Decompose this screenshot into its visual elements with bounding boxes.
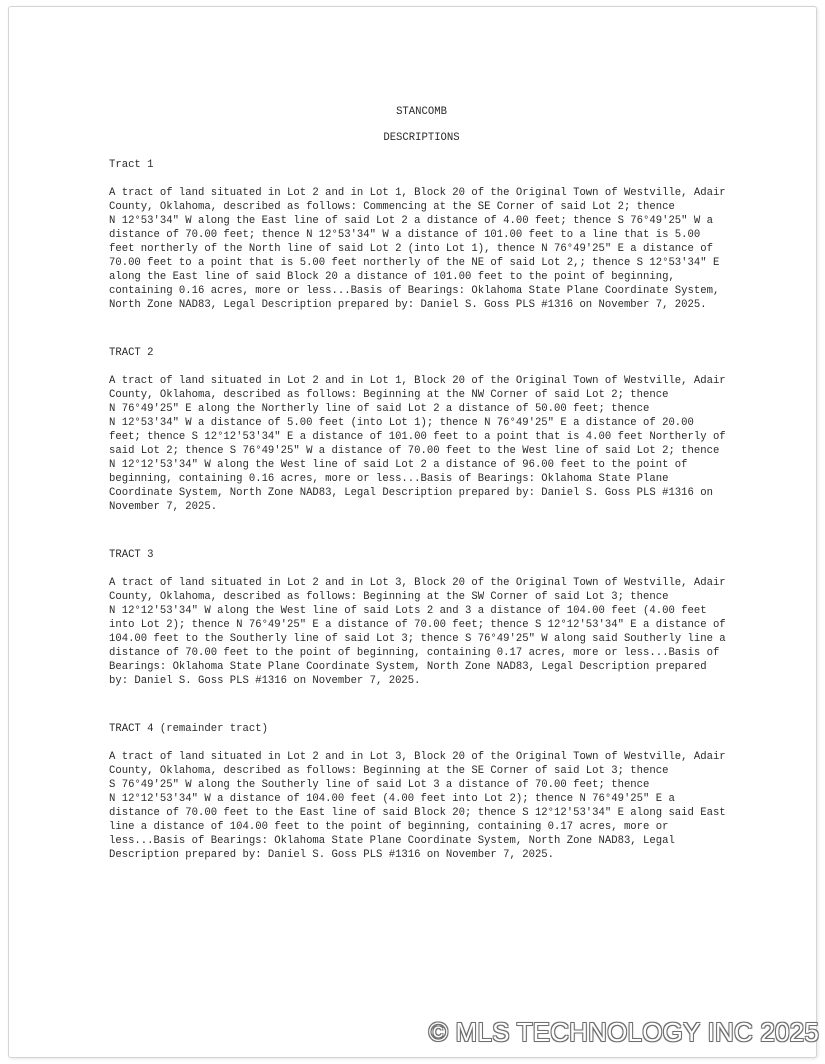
tract-section [109,158,734,312]
document-title: STANCOMB [396,106,447,118]
tract-section [109,548,734,688]
tract-heading: TRACT 3 [109,549,154,561]
copyright-watermark: © MLS TECHNOLOGY INC 2025 [428,1017,819,1047]
tract-description: A tract of land situated in Lot 2 and in Lot 1, Block 20 of the Original Town of Westville, Adair County, Oklahoma, described as follows: Commencing at the SE Corner of said Lot 2; thence N 12°53'34" W along the East line of said Lot 2 a distance of 4.00 feet; thence S 76°49'25" W a distance of 70.00 feet; thence N 12°53'34" W a distance of 101.00 feet to a line that is 5.00 feet northerly of the North line of said Lot 2 (into Lot 1), thence N 76°49'25" E a distance of 70.00 feet to a point that is 5.00 feet northerly of the NE of said Lot 2,; thence S 12°53'34" E along the East line of said Block 20 a distance of 101.00 feet to the point of beginning, containing 0.16 acres, more or less...Basis of Bearings: Oklahoma State Plane Coordinate System, North Zone NAD83, Legal Description prepared by: Daniel S. Goss PLS #1316 on November 7, 2025. [109,187,726,311]
document-body [109,105,734,896]
tract-description: A tract of land situated in Lot 2 and in Lot 1, Block 20 of the Original Town of Westville, Adair County, Oklahoma, described as follows: Beginning at the NW Corner of said Lot 2; thence N 76°49'25" E along the Northerly line of said Lot 2 a distance of 50.00 feet; thence N 12°53'34" W a distance of 5.00 feet (into Lot 1); thence N 76°49'25" E a distance of 20.00 feet; thence S 12°12'53'34" E a distance of 101.00 feet to a point that is 4.00 feet Northerly of said Lot 2; thence S 76°49'25" W a distance of 70.00 feet to the West line of said Lot 2; thence N 12°12'53'34" W along the West line of said Lot 2 a distance of 96.00 feet to the point of beginning, containing 0.16 acres, more or less...Basis of Bearings: Oklahoma State Plane Coordinate System, North Zone NAD83, Legal Description prepared by: Daniel S. Goss PLS #1316 on November 7, 2025. [109,375,726,513]
tract-description: A tract of land situated in Lot 2 and in Lot 3, Block 20 of the Original Town of Westville, Adair County, Oklahoma, described as follows: Beginning at the SW Corner of said Lot 3; thence N 12°12'53'34" W along the West line of said Lots 2 and 3 a distance of 104.00 feet (4.00 feet into Lot 2); thence N 76°49'25" E a distance of 70.00 feet; thence S 12°12'53'34" E a distance of 104.00 feet to the Southerly line of said Lot 3; thence S 76°49'25" W along said Southerly line a distance of 70.00 feet to the point of beginning, containing 0.17 acres, more or less...Basis of Bearings: Oklahoma State Plane Coordinate System, North Zone NAD83, Legal Description prepared by: Daniel S. Goss PLS #1316 on November 7, 2025. [109,577,726,687]
document-subtitle: DESCRIPTIONS [383,132,460,144]
document-page [8,6,817,1058]
tract-heading: Tract 1 [109,159,154,171]
tract-section [109,722,734,862]
tract-section [109,346,734,514]
tract-description: A tract of land situated in Lot 2 and in Lot 3, Block 20 of the Original Town of Westville, Adair County, Oklahoma, described as follows: Beginning at the SE Corner of said Lot 3; thence S 76°49'25" W along the Southerly line of said Lot 3 a distance of 70.00 feet; thence N 12°12'53'34" W a distance of 104.00 feet (4.00 feet into Lot 2); thence N 76°49'25" E a distance of 70.00 feet to the East line of said Block 20; thence S 12°12'53'34" E along said East line a distance of 104.00 feet to the point of beginning, containing 0.17 acres, more or less...Basis of Bearings: Oklahoma State Plane Coordinate System, North Zone NAD83, Legal Description prepared by: Daniel S. Goss PLS #1316 on November 7, 2025. [109,751,726,861]
tract-heading: TRACT 4 (remainder tract) [109,723,268,735]
tract-heading: TRACT 2 [109,347,154,359]
